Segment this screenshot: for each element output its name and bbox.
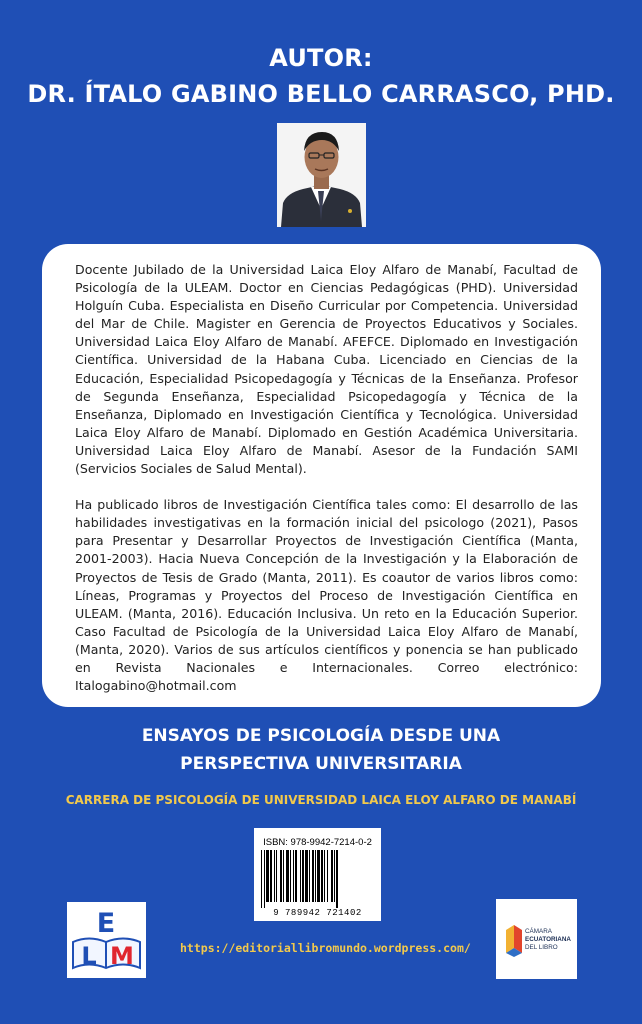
bio-card	[42, 244, 601, 707]
barcode-bar	[295, 850, 297, 902]
barcode-bar	[300, 850, 301, 902]
isbn-barcode	[254, 828, 381, 921]
camara-logo	[496, 899, 577, 979]
camara-line-3: DEL LIBRO	[525, 944, 558, 951]
barcode-bars	[257, 850, 378, 908]
barcode-bar	[327, 850, 328, 902]
barcode-bar	[270, 850, 272, 902]
book-title-line-2: PERSPECTIVA UNIVERSITARIA	[180, 754, 462, 774]
barcode-bar	[309, 850, 310, 902]
barcode-bar	[290, 850, 291, 902]
barcode-bar	[305, 850, 308, 902]
barcode-bar	[261, 850, 262, 908]
barcode-bar	[324, 850, 325, 902]
career-subtitle: CARRERA DE PSICOLOGÍA DE UNIVERSIDAD LAICA ELOY ALFARO DE MANABÍ	[65, 793, 577, 807]
barcode-bar	[276, 850, 277, 902]
author-photo-illustration	[277, 123, 366, 227]
isbn-label: ISBN: 978-9942-7214-0-2	[263, 837, 372, 848]
barcode-bar	[286, 850, 289, 902]
author-label: AUTOR:	[269, 44, 373, 72]
barcode-bar	[280, 850, 282, 902]
barcode-bar	[266, 850, 269, 902]
barcode-bar	[274, 850, 275, 902]
barcode-bar	[321, 850, 323, 902]
author-heading	[0, 40, 642, 112]
book-title-line-1: ENSAYOS DE PSICOLOGÍA DESDE UNA	[141, 726, 501, 746]
barcode-digits: 9 789942 721402	[273, 908, 362, 918]
bio-paragraph-1: Docente Jubilado de la Universidad Laica Eloy Alfaro de Manabí, Facultad de Psicología de la ULEAM. Doctor en Ciencias Pedagógicas (PHD). Universidad Holguín Cuba. Especialista en Diseño Curricular por Competencia. Universidad del Mar de Chile. Magister en Gerencia de Proyectos Educativos y Sociales. Universidad Laica Eloy Alfaro de Manabí. AFEFCE. Diplomado en Investigación Científica. Universidad de la Habana Cuba. Licenciado en Ciencias de la Educación, Especialidad Psicopedagogía y Técnicas de la Enseñanza. Profesor de Segunda Enseñanza, Especialidad Psicopedagogía y Técnica de la Enseñanza, Diplomado en Investigación Científica y Tecnológica. Universidad Laica Eloy Alfaro de Manabí. Diplomado en Gestión Académica Universitaria. Universidad Laica Eloy Alfaro de Manabí. Asesor de la Fundación SAMI (Servicios Sociales de Salud Mental).	[75, 262, 578, 477]
logo-letter-l: L	[81, 942, 97, 970]
logo-letter-m: M	[110, 942, 134, 970]
barcode-bar	[315, 850, 316, 902]
author-photo	[277, 123, 366, 227]
camara-line-2: ECUATORIANA	[525, 936, 571, 943]
author-name: DR. ÍTALO GABINO BELLO CARRASCO, PHD.	[27, 80, 615, 108]
barcode-bar	[293, 850, 294, 902]
barcode-bar	[331, 850, 333, 902]
editorial-logo-graphic	[67, 902, 146, 978]
barcode-bar	[283, 850, 284, 902]
barcode-bar	[302, 850, 304, 902]
logo-letter-e: E	[96, 908, 116, 939]
editorial-logo	[67, 902, 146, 978]
barcode-bar	[334, 850, 335, 902]
camara-text	[525, 928, 571, 952]
barcode-bar	[264, 850, 265, 908]
bio-paragraph-2: Ha publicado libros de Investigación Científica tales como: El desarrollo de las habilidades investigativas en la formación inicial del psicologo (2021), Pasos para Presentar y Desarrollar Proyectos de Investigación Científica (Manta, 2001-2003). Hacia Nueva Concepción de la Investigación y la Elaboración de Proyectos de Tesis de Grado (Manta, 2011). Es coautor de varios libros como: Líneas, Programas y Proyectos del Proceso de Investigación Científica en ULEAM. (Manta, 2016). Educación Inclusiva. Un reto en la Educación Superior. Caso Facultad de Psicología de la Universidad Laica Eloy Alfaro de Manabí, (Manta, 2020). Varios de sus artículos científicos y ponencia se han publicado en Revista Nacionales e Internacionales. Correo electrónico: Italogabino@hotmail.com	[75, 497, 578, 694]
publisher-url[interactable]: https://editoriallibromundo.wordpress.com/	[180, 941, 471, 955]
book-title	[0, 722, 642, 778]
camara-line-1: CÁMARA	[525, 928, 552, 935]
barcode-bar	[312, 850, 314, 902]
barcode-bar	[336, 850, 338, 908]
barcode-bar	[317, 850, 320, 902]
